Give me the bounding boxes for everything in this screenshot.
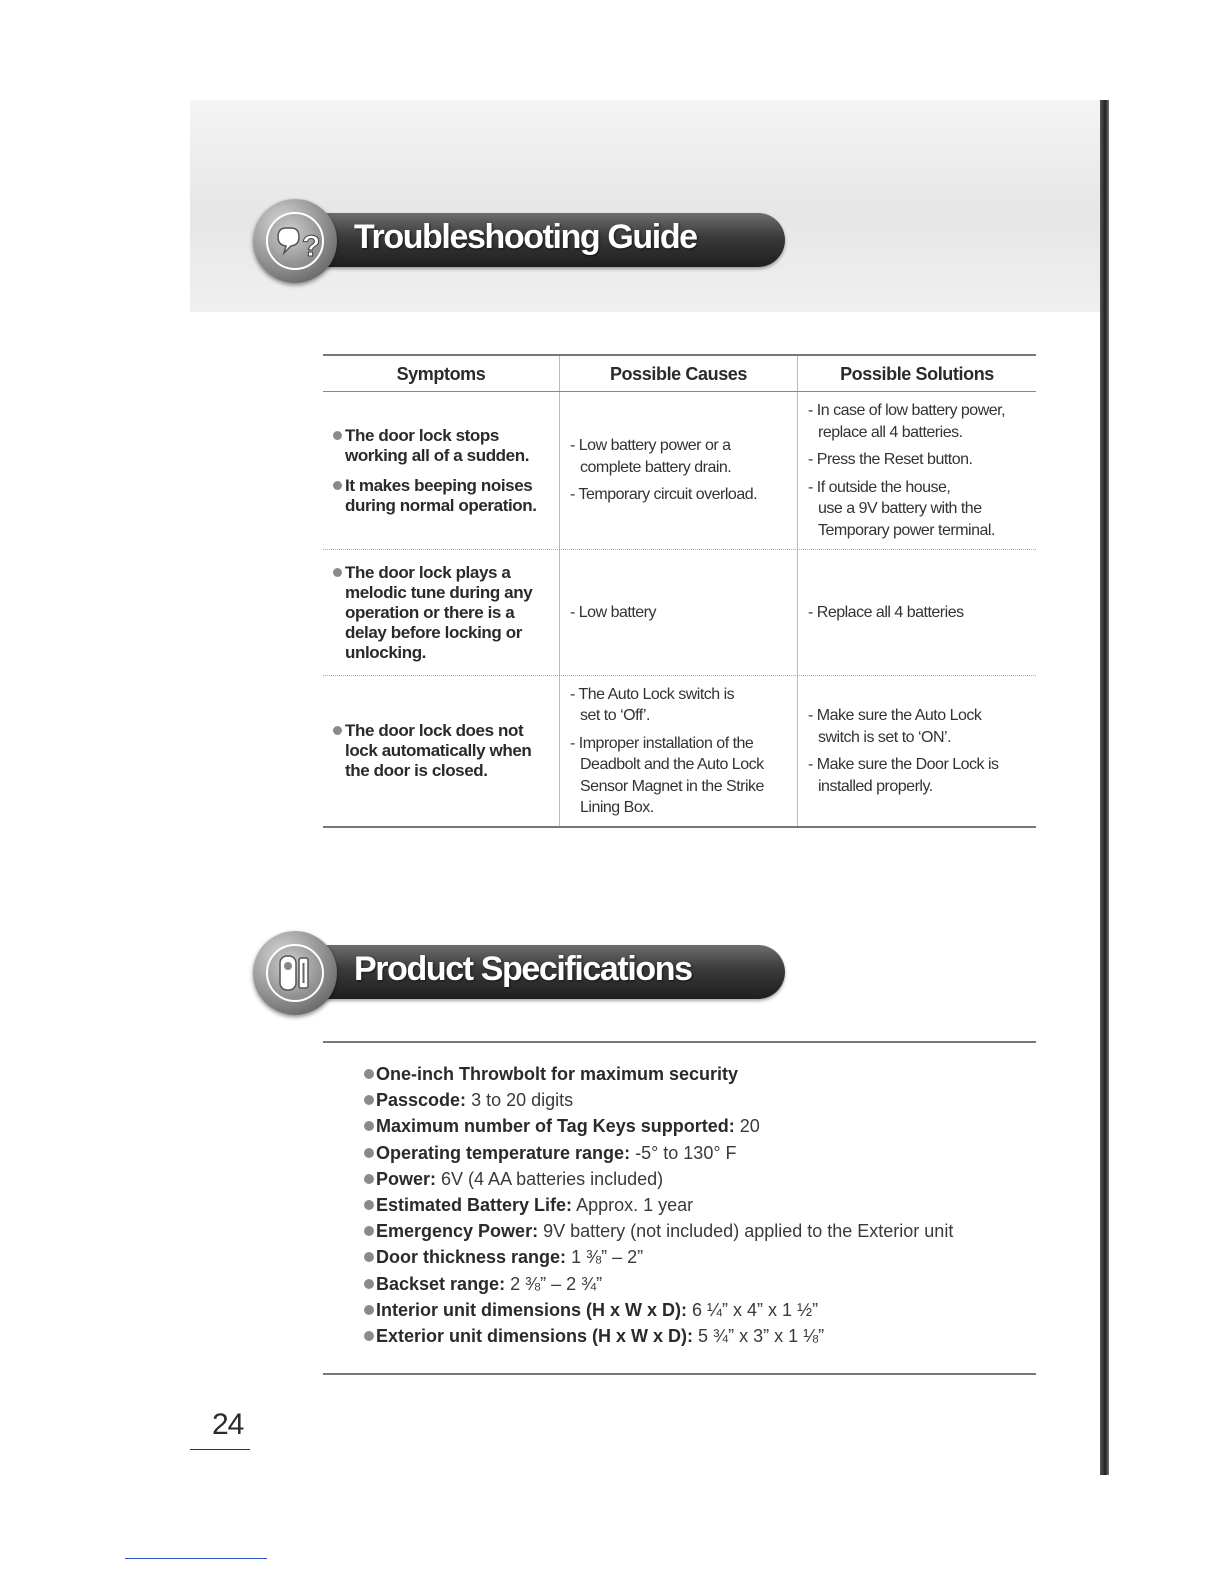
- spec-battery-life: Estimated Battery Life: Approx. 1 year: [364, 1192, 1064, 1218]
- troubleshooting-table: [323, 354, 1036, 828]
- bullet-icon: [333, 568, 342, 577]
- symptoms-cell: [323, 550, 560, 675]
- specs-bottom-rule: [323, 1373, 1036, 1375]
- specifications-list: [364, 1061, 1064, 1349]
- spec-emergency-power: Emergency Power: 9V battery (not included) applied to the Exterior unit: [364, 1218, 1064, 1244]
- solutions-cell: [798, 550, 1036, 675]
- header-solutions: Possible Solutions: [840, 364, 994, 384]
- bullet-icon: [364, 1279, 374, 1289]
- troubleshooting-emblem: [253, 199, 337, 283]
- specs-top-rule: [323, 1041, 1036, 1043]
- bullet-icon: [364, 1305, 374, 1315]
- table-header: [323, 356, 1036, 392]
- spec-throwbolt: One-inch Throwbolt for maximum security: [364, 1061, 1064, 1087]
- cause-item: - Improper installation of the Deadbolt and the Auto Lock Sensor Magnet in the Strike Lining Box.: [570, 734, 764, 816]
- solution-item: - Make sure the Door Lock is installed properly.: [808, 756, 999, 795]
- bullet-icon: [333, 481, 342, 490]
- causes-cell: [560, 392, 798, 549]
- spec-power: Power: 6V (4 AA batteries included): [364, 1166, 1064, 1192]
- specifications-emblem: [253, 931, 337, 1015]
- svg-text:?: ?: [302, 230, 321, 263]
- header-symptoms: Symptoms: [323, 356, 560, 391]
- table-row: [323, 676, 1036, 826]
- spec-backset: Backset range: 2 ⅜” – 2 ¾”: [364, 1271, 1064, 1297]
- cause-item: - Low battery power or a complete battery drain.: [570, 437, 732, 476]
- door-lock-icon: [266, 944, 324, 1002]
- bullet-icon: [364, 1226, 374, 1236]
- bullet-icon: [364, 1121, 374, 1131]
- solution-item: - Press the Reset button.: [808, 451, 973, 468]
- bullet-icon: [364, 1148, 374, 1158]
- causes-cell: [560, 550, 798, 675]
- bullet-icon: [364, 1252, 374, 1262]
- cause-item: - Temporary circuit overload.: [570, 486, 758, 504]
- bullet-icon: [364, 1174, 374, 1184]
- spec-temperature: Operating temperature range: -5° to 130° F: [364, 1140, 1064, 1166]
- table-row: [323, 392, 1036, 550]
- causes-cell: [560, 676, 798, 826]
- page-number-rule: [190, 1449, 250, 1450]
- solution-item: - In case of low battery power, replace all 4 batteries.: [808, 402, 1006, 441]
- bullet-icon: [333, 431, 342, 440]
- symptoms-cell: [323, 392, 560, 549]
- table-row: [323, 550, 1036, 676]
- solution-item: - If outside the house, use a 9V battery with the Temporary power terminal.: [808, 478, 995, 539]
- solutions-cell: [798, 676, 1036, 826]
- cause-item: - Low battery: [570, 603, 656, 621]
- symptom-item: The door lock does not lock automatically when the door is closed.: [323, 721, 559, 781]
- spec-tag-keys: Maximum number of Tag Keys supported: 20: [364, 1113, 1064, 1139]
- bullet-icon: [364, 1200, 374, 1210]
- header-band: [190, 100, 1104, 312]
- footer-link-rule: [125, 1558, 267, 1559]
- spec-door-thickness: Door thickness range: 1 ⅜” – 2”: [364, 1244, 1064, 1270]
- page-number: 24: [212, 1408, 244, 1441]
- page-edge-rule: [1100, 100, 1109, 1475]
- bullet-icon: [364, 1331, 374, 1341]
- bullet-icon: [364, 1095, 374, 1105]
- header-causes: Possible Causes: [560, 356, 798, 391]
- solution-item: - Make sure the Auto Lock switch is set to ‘ON’.: [808, 707, 982, 746]
- spec-interior-dimensions: Interior unit dimensions (H x W x D): 6 ¼” x 4” x 1 ½”: [364, 1297, 1064, 1323]
- symptom-item: It makes beeping noises during normal operation.: [323, 476, 559, 516]
- spec-exterior-dimensions: Exterior unit dimensions (H x W x D): 5 ¾” x 3” x 1 ⅛”: [364, 1323, 1064, 1349]
- symptoms-cell: [323, 676, 560, 826]
- specifications-title: Product Specifications: [354, 950, 692, 988]
- cause-item: - The Auto Lock switch is set to ‘Off’.: [570, 685, 735, 724]
- symptom-item: The door lock stops working all of a sudden.: [323, 426, 559, 466]
- help-bubble-icon: [266, 212, 324, 270]
- bullet-icon: [333, 726, 342, 735]
- symptom-item: The door lock plays a melodic tune during any operation or there is a delay before locking or unlocking.: [323, 563, 559, 663]
- troubleshooting-title: Troubleshooting Guide: [354, 218, 697, 256]
- solution-item: - Replace all 4 batteries: [808, 603, 964, 621]
- spec-passcode: Passcode: 3 to 20 digits: [364, 1087, 1064, 1113]
- bullet-icon: [364, 1069, 374, 1079]
- solutions-cell: [798, 392, 1036, 549]
